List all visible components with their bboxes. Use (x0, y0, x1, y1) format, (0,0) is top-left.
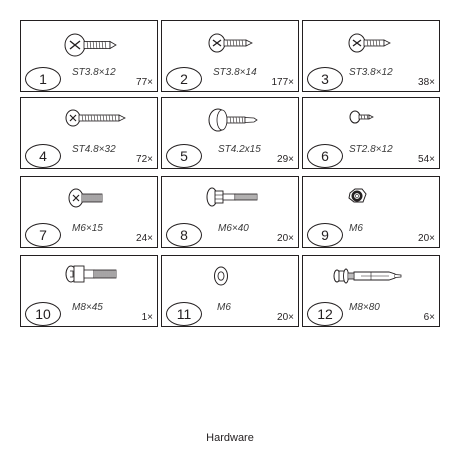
hardware-item-8 (161, 176, 299, 248)
figure-caption: Hardware (206, 432, 254, 444)
hardware-item-2 (161, 20, 299, 92)
part-quantity: 177× (271, 77, 294, 88)
part-number-badge: 5 (166, 144, 202, 168)
part-number-badge: 12 (307, 302, 343, 326)
part-number-badge: 6 (307, 144, 343, 168)
part-spec: M8×80 (349, 302, 380, 313)
part-quantity: 6× (423, 312, 435, 323)
hardware-item-1 (20, 20, 158, 92)
part-quantity: 54× (418, 154, 435, 165)
hardware-item-10 (20, 255, 158, 327)
hardware-item-11 (161, 255, 299, 327)
part-quantity: 20× (418, 233, 435, 244)
part-spec: M6×15 (72, 223, 103, 234)
part-quantity: 24× (136, 233, 153, 244)
hardware-item-7 (20, 176, 158, 248)
hardware-item-12 (302, 255, 440, 327)
hardware-item-5 (161, 97, 299, 169)
part-quantity: 77× (136, 77, 153, 88)
part-quantity: 1× (141, 312, 153, 323)
part-spec: M6×40 (218, 223, 249, 234)
part-quantity: 29× (277, 154, 294, 165)
part-spec: ST3.8×14 (213, 67, 257, 78)
part-spec: M6 (349, 223, 363, 234)
part-number-badge: 10 (25, 302, 61, 326)
part-number-badge: 8 (166, 223, 202, 247)
part-spec: ST4.8×32 (72, 144, 116, 155)
part-number-badge: 7 (25, 223, 61, 247)
part-number-badge: 3 (307, 67, 343, 91)
part-number-badge: 4 (25, 144, 61, 168)
part-quantity: 20× (277, 312, 294, 323)
part-spec: M6 (217, 302, 231, 313)
part-spec: ST3.8×12 (349, 67, 393, 78)
part-number-badge: 9 (307, 223, 343, 247)
part-number-badge: 11 (166, 302, 202, 326)
part-quantity: 20× (277, 233, 294, 244)
part-spec: ST4.2x15 (218, 144, 261, 155)
part-spec: M8×45 (72, 302, 103, 313)
hardware-item-3 (302, 20, 440, 92)
part-spec: ST3.8×12 (72, 67, 116, 78)
hardware-item-6 (302, 97, 440, 169)
part-number-badge: 1 (25, 67, 61, 91)
part-spec: ST2.8×12 (349, 144, 393, 155)
part-number-badge: 2 (166, 67, 202, 91)
part-quantity: 72× (136, 154, 153, 165)
hardware-item-9 (302, 176, 440, 248)
part-quantity: 38× (418, 77, 435, 88)
hardware-item-4 (20, 97, 158, 169)
